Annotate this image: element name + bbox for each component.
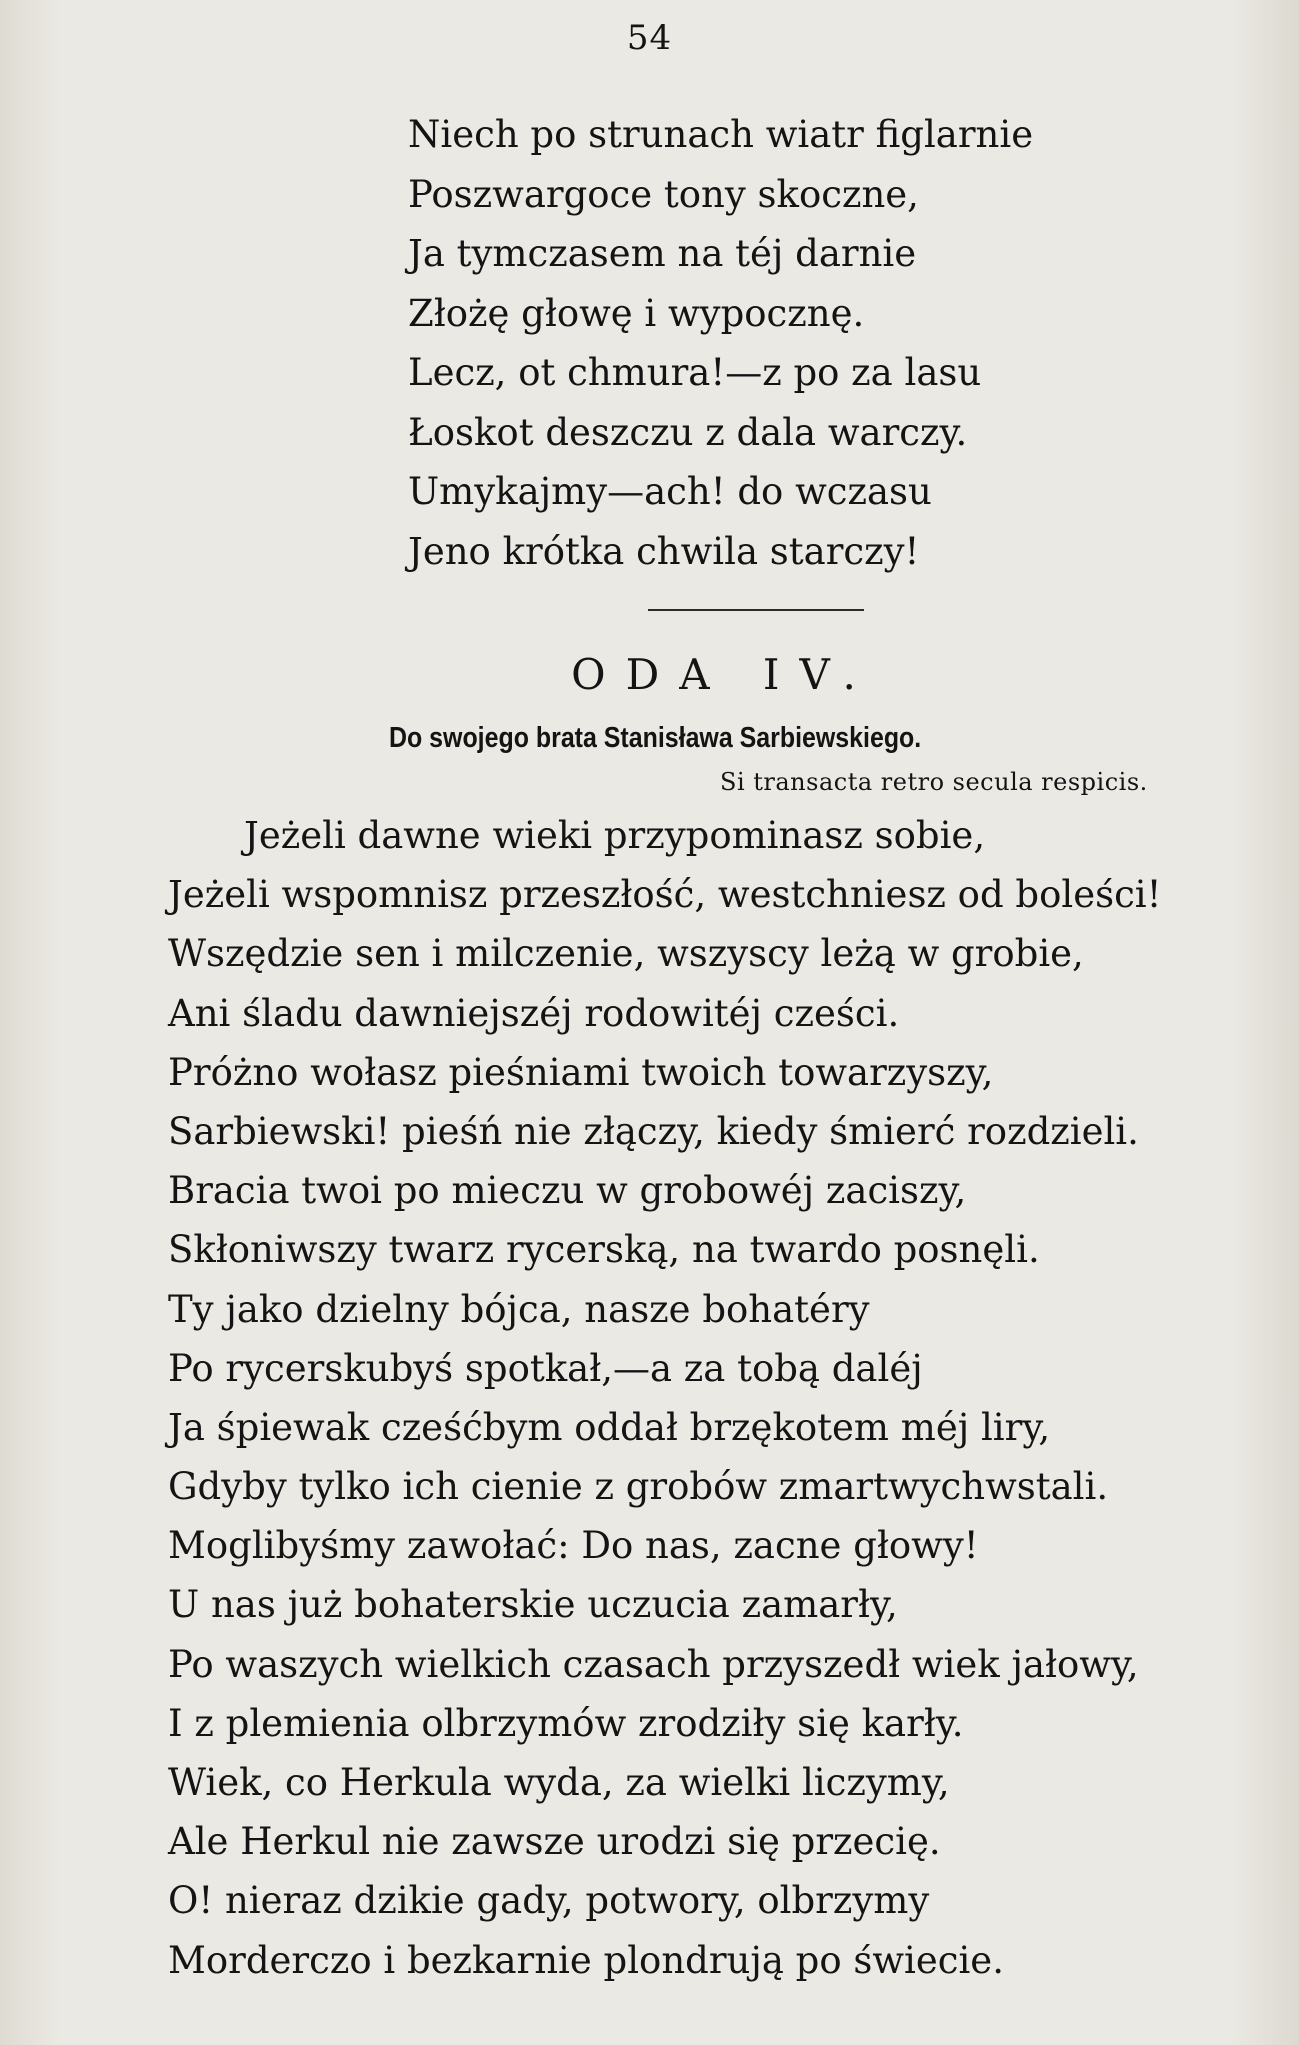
- verse-line: Złożę głowę i wypocznę.: [408, 291, 865, 335]
- verse-line: Jeżeli wspomnisz przeszłość, westchniesz od boleści!: [168, 873, 1162, 917]
- verse-line: Skłoniwszy twarz rycerską, na twardo posnęli.: [168, 1228, 1040, 1272]
- ode-text: [168, 806, 1162, 1990]
- verse-line: Ale Herkul nie zawsze urodzi się przecię.: [168, 1820, 941, 1864]
- verse-line: Łoskot deszczu z dala warczy.: [408, 410, 968, 454]
- verse-line: Po rycerskubyś spotkał,—a za tobą daléj: [168, 1346, 923, 1390]
- verse-line: I z plemienia olbrzymów zrodziły się karły.: [168, 1701, 964, 1745]
- verse-line: Próżno wołasz pieśniami twoich towarzyszy,: [168, 1050, 994, 1094]
- verse-line: Gdyby tylko ich cienie z grobów zmartwychwstali.: [168, 1465, 1109, 1509]
- verse-line: Po waszych wielkich czasach przyszedł wiek jałowy,: [168, 1642, 1139, 1686]
- verse-line: Ja śpiewak cześćbym oddał brzękotem méj liry,: [168, 1405, 1051, 1449]
- verse-line: Jeżeli dawne wieki przypominasz sobie,: [244, 814, 986, 857]
- section-divider: [648, 609, 864, 611]
- verse-line: Umykajmy—ach! do wczasu: [408, 470, 932, 513]
- verse-line: U nas już bohaterskie uczucia zamarły,: [168, 1583, 898, 1627]
- verse-line: Ja tymczasem na téj darnie: [408, 232, 917, 275]
- verse-line: Morderczo i bezkarnie plondrują po świecie.: [168, 1938, 1004, 1982]
- verse-line: Jeno krótka chwila starczy!: [408, 529, 920, 573]
- verse-line: Ty jako dzielny bójca, nasze bohatéry: [168, 1287, 870, 1331]
- ode-heading: ODA IV.: [571, 650, 876, 699]
- verse-line: Poszwargoce tony skoczne,: [408, 172, 919, 216]
- verse-line: Lecz, ot chmura!—z po za lasu: [408, 351, 982, 394]
- verse-line: Ani śladu dawniejszéj rodowitéj cześci.: [168, 991, 900, 1035]
- stanza-previous-ode: [408, 105, 1033, 581]
- verse-line: O! nieraz dzikie gady, potwory, olbrzymy: [168, 1879, 930, 1923]
- verse-line: Bracia twoi po mieczu w grobowéj zaciszy,: [168, 1169, 967, 1213]
- verse-line: Niech po strunach wiatr figlarnie: [408, 113, 1034, 156]
- ode-dedication: Do swojego brata Stanisława Sarbiewskiego.: [389, 722, 922, 754]
- verse-line: Wiek, co Herkula wyda, za wielki liczymy,: [168, 1761, 950, 1804]
- verse-line: Sarbiewski! pieśń nie złączy, kiedy śmierć rozdzieli.: [168, 1109, 1139, 1153]
- verse-line: Wszędzie sen i milczenie, wszyscy leżą w grobie,: [168, 932, 1084, 976]
- page-number: 54: [626, 18, 673, 58]
- ode-epigraph: Si transacta retro secula respicis.: [720, 768, 1148, 796]
- verse-line: Moglibyśmy zawołać: Do nas, zacne głowy!: [168, 1524, 979, 1568]
